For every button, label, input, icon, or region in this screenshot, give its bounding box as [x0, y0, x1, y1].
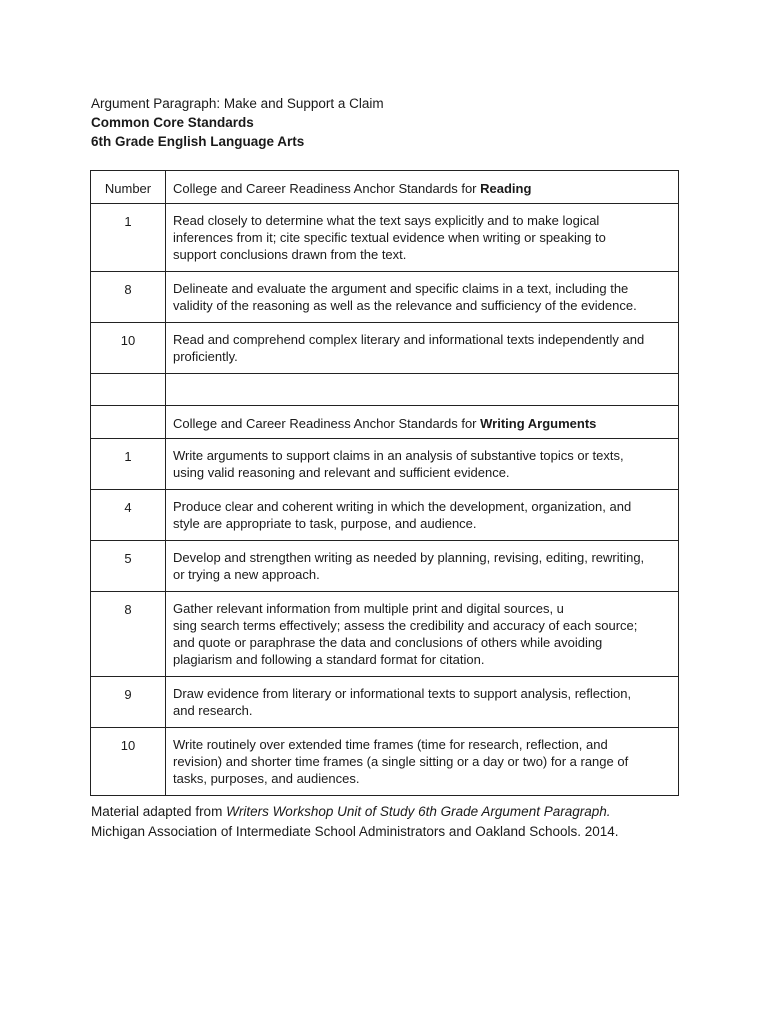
standard-text-line: Read closely to determine what the text says explicitly and to make logical — [173, 213, 600, 228]
document-subtitle: Common Core Standards — [91, 115, 254, 130]
standard-description — [166, 541, 679, 592]
standard-text-line: plagiarism and following a standard format for citation. — [173, 652, 485, 667]
standard-text-line: sing search terms effectively; assess the credibility and accuracy of each source; — [173, 618, 638, 633]
standard-description — [166, 490, 679, 541]
standard-text-line: support conclusions drawn from the text. — [173, 247, 407, 262]
document-grade-level: 6th Grade English Language Arts — [91, 134, 305, 149]
standard-text-line: proficiently. — [173, 349, 238, 364]
document-heading — [91, 94, 384, 151]
spacer-row — [91, 374, 679, 406]
standard-text-line: Write arguments to support claims in an analysis of substantive topics or texts, — [173, 448, 624, 463]
standard-number: 1 — [91, 439, 166, 490]
standard-number: 9 — [91, 677, 166, 728]
writing-standard-row — [91, 490, 679, 541]
citation-source-title: Writers Workshop Unit of Study 6th Grade Argument Paragraph. — [226, 804, 611, 819]
standard-number: 5 — [91, 541, 166, 592]
standard-text-line: Gather relevant information from multiple print and digital sources, u — [173, 601, 564, 616]
reading-standard-row — [91, 272, 679, 323]
standard-description — [166, 439, 679, 490]
citation-publisher: Michigan Association of Intermediate School Administrators and Oakland Schools. 2014. — [91, 824, 619, 839]
citation-prefix: Material adapted from — [91, 804, 227, 819]
document-title: Argument Paragraph: Make and Support a Claim — [91, 96, 384, 111]
standard-text-line: Produce clear and coherent writing in which the development, organization, and — [173, 499, 632, 514]
writing-standard-row — [91, 439, 679, 490]
writing-header-bold: Writing Arguments — [480, 416, 597, 431]
standard-description — [166, 323, 679, 374]
standard-text-line: style are appropriate to task, purpose, and audience. — [173, 516, 477, 531]
standard-text-line: or trying a new approach. — [173, 567, 320, 582]
writing-standard-row — [91, 677, 679, 728]
standard-text-line: inferences from it; cite specific textual evidence when writing or speaking to — [173, 230, 606, 245]
writing-header-row — [91, 406, 679, 439]
standard-description — [166, 677, 679, 728]
standard-text-line: Read and comprehend complex literary and informational texts independently and — [173, 332, 645, 347]
standard-description — [166, 204, 679, 272]
standards-table — [90, 170, 679, 796]
writing-standards-header — [166, 406, 679, 439]
standard-number: 8 — [91, 272, 166, 323]
standard-text-line: revision) and shorter time frames (a single sitting or a day or two) for a range of — [173, 754, 629, 769]
standard-text-line: Delineate and evaluate the argument and specific claims in a text, including the — [173, 281, 629, 296]
standard-text-line: and research. — [173, 703, 253, 718]
standard-number: 8 — [91, 592, 166, 677]
reading-header-row — [91, 171, 679, 204]
standard-text-line: using valid reasoning and relevant and sufficient evidence. — [173, 465, 510, 480]
standard-number: 10 — [91, 323, 166, 374]
writing-standard-row — [91, 592, 679, 677]
standard-number: 1 — [91, 204, 166, 272]
writing-header-prefix: College and Career Readiness Anchor Standards for — [173, 416, 481, 431]
reading-standards-header — [166, 171, 679, 204]
reading-header-bold: Reading — [480, 181, 532, 196]
standard-number: 4 — [91, 490, 166, 541]
standard-text-line: validity of the reasoning as well as the relevance and sufficiency of the evidence. — [173, 298, 637, 313]
source-citation — [91, 802, 619, 842]
standard-text-line: tasks, purposes, and audiences. — [173, 771, 360, 786]
standard-number: 10 — [91, 728, 166, 796]
writing-standard-row — [91, 541, 679, 592]
standard-description — [166, 272, 679, 323]
standard-text-line: Draw evidence from literary or informational texts to support analysis, reflection, — [173, 686, 632, 701]
reading-standard-row — [91, 323, 679, 374]
standard-text-line: Write routinely over extended time frames (time for research, reflection, and — [173, 737, 608, 752]
reading-standard-row — [91, 204, 679, 272]
writing-standard-row — [91, 728, 679, 796]
standard-text-line: and quote or paraphrase the data and conclusions of others while avoiding — [173, 635, 603, 650]
reading-header-prefix: College and Career Readiness Anchor Standards for — [173, 181, 481, 196]
standard-description — [166, 728, 679, 796]
standard-text-line: Develop and strengthen writing as needed by planning, revising, editing, rewriting, — [173, 550, 645, 565]
number-column-header: Number — [91, 171, 166, 204]
standard-description — [166, 592, 679, 677]
